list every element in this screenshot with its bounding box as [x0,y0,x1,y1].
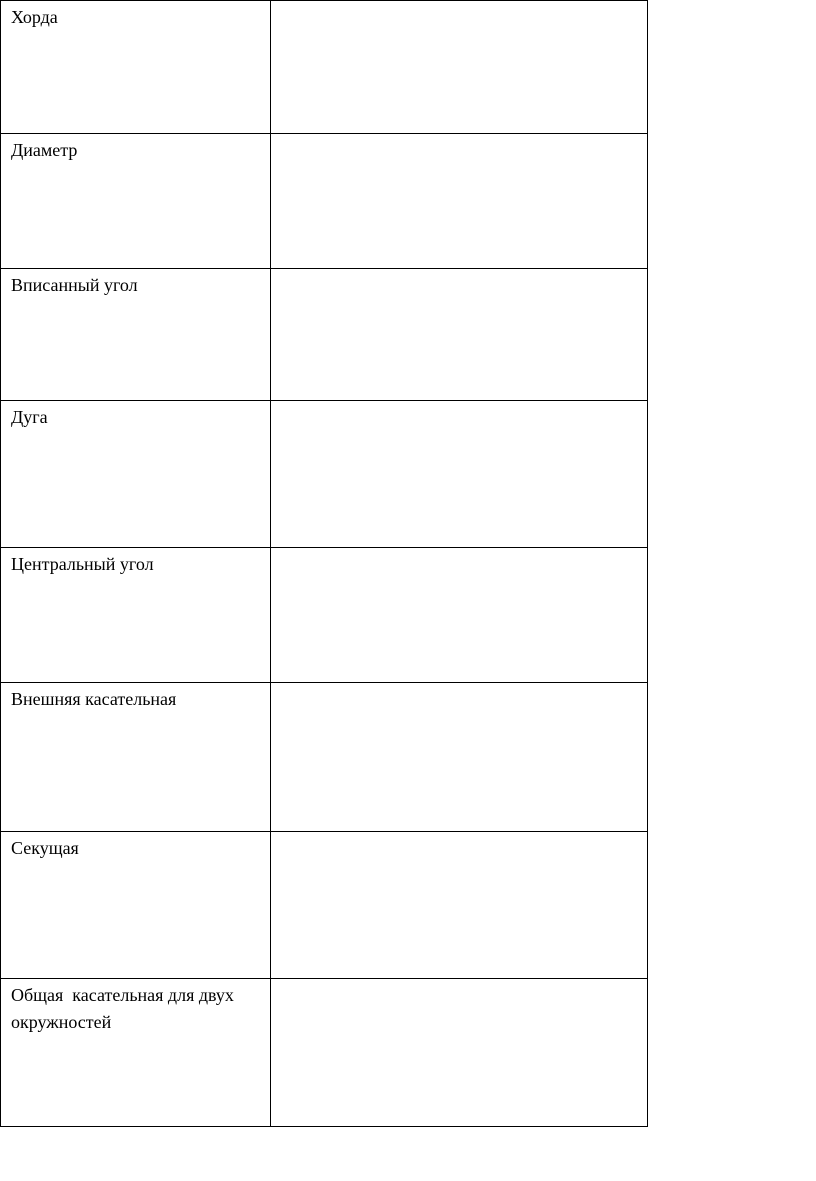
table-row [1,134,648,269]
term-cell [1,683,271,832]
answer-cell[interactable] [271,683,648,832]
table-row [1,269,648,401]
answer-cell[interactable] [271,548,648,683]
table-row [1,832,648,979]
table-row [1,1,648,134]
term-label: Хорда [11,7,58,27]
term-cell [1,134,271,269]
term-label: Внешняя касательная [11,689,177,709]
table-row [1,979,648,1127]
term-cell [1,269,271,401]
term-cell [1,401,271,548]
term-label: Центральный угол [11,554,154,574]
answer-cell[interactable] [271,979,648,1127]
table-row [1,401,648,548]
term-label: Общая касательная для двух окружностей [11,985,239,1032]
answer-cell[interactable] [271,401,648,548]
term-cell [1,979,271,1127]
answer-cell[interactable] [271,1,648,134]
term-label: Секущая [11,838,79,858]
term-label: Диаметр [11,140,78,160]
term-cell [1,832,271,979]
answer-cell[interactable] [271,832,648,979]
answer-cell[interactable] [271,269,648,401]
term-label: Вписанный угол [11,275,138,295]
term-label: Дуга [11,407,48,427]
answer-cell[interactable] [271,134,648,269]
term-cell [1,1,271,134]
table-row [1,683,648,832]
term-cell [1,548,271,683]
table-row [1,548,648,683]
